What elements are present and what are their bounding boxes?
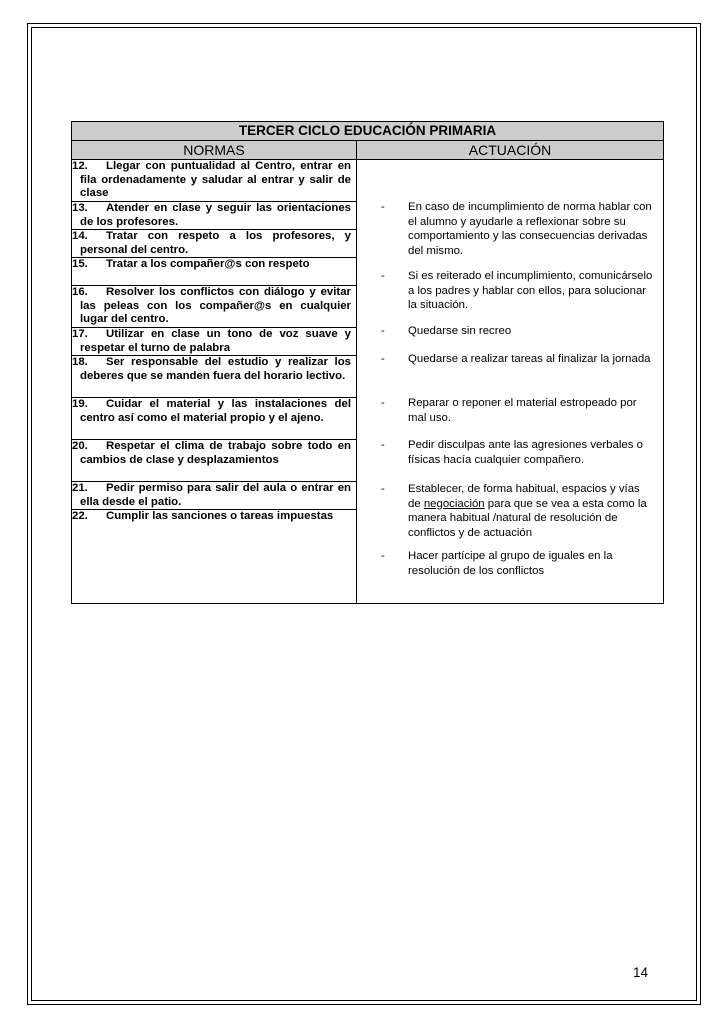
norma-row: 12. Llegar con puntualidad al Centro, entrar en fila ordenadamente y saludar al entrar y salir de clase [72, 160, 356, 202]
table-body [72, 160, 663, 603]
actuacion-item: - Quedarse sin recreo [381, 325, 512, 337]
header-normas: NORMAS [72, 141, 357, 159]
norma-row: 17. Utilizar en clase un tono de voz suave y respetar el turno de palabra [72, 328, 356, 356]
norma-row: 22. Cumplir las sanciones o tareas impuestas [72, 510, 334, 522]
actuacion-column [357, 160, 663, 603]
actuacion-item: - Establecer, de forma habitual, espacios y vías de negociación para que se vea a esta como la manera habitual /natural de resolución de conflictos y de actuación [381, 483, 647, 539]
normas-column [72, 160, 357, 603]
table-title: TERCER CICLO EDUCACIÓN PRIMARIA [72, 122, 663, 141]
actuacion-item: - Pedir disculpas ante las agresiones verbales o físicas hacía cualquier compañero. [381, 439, 643, 466]
actuacion-item: - Quedarse a realizar tareas al finalizar la jornada [381, 353, 651, 365]
norma-row: 21. Pedir permiso para salir del aula o entrar en ella desde el patio. [72, 482, 356, 510]
header-actuacion: ACTUACIÓN [468, 142, 552, 158]
actuacion-item: - En caso de incumplimiento de norma hablar con el alumno y ayudarle a reflexionar sobre su comportamiento y las consecuencias derivadas del mismo. [381, 201, 652, 257]
norma-row: 14. Tratar con respeto a los profesores, y personal del centro. [72, 230, 356, 258]
norma-row: 18. Ser responsable del estudio y realizar los deberes que se manden fuera del horario lectivo. [72, 356, 356, 398]
rules-table [71, 121, 664, 604]
norma-row: 20. Respetar el clima de trabajo sobre todo en cambios de clase y desplazamientos [72, 440, 356, 482]
table-header-row [72, 141, 663, 160]
actuacion-item: - Reparar o reponer el material estropeado por mal uso. [381, 397, 637, 424]
page-number: 14 [633, 965, 649, 980]
norma-row: 16. Resolver los conflictos con diálogo y evitar las peleas con los compañer@s en cualquier lugar del centro. [72, 286, 356, 328]
actuacion-item: - Si es reiterado el incumplimiento, comunicárselo a los padres y hablar con ellos, para solucionar la situación. [381, 270, 653, 311]
norma-row: 19. Cuidar el material y las instalaciones del centro así como el material propio y el ajeno. [72, 398, 356, 440]
norma-row: 13. Atender en clase y seguir las orientaciones de los profesores. [72, 202, 356, 230]
norma-row: 15. Tratar a los compañer@s con respeto [72, 258, 356, 286]
actuacion-item: - Hacer partícipe al grupo de iguales en la resolución de los conflictos [381, 550, 613, 577]
